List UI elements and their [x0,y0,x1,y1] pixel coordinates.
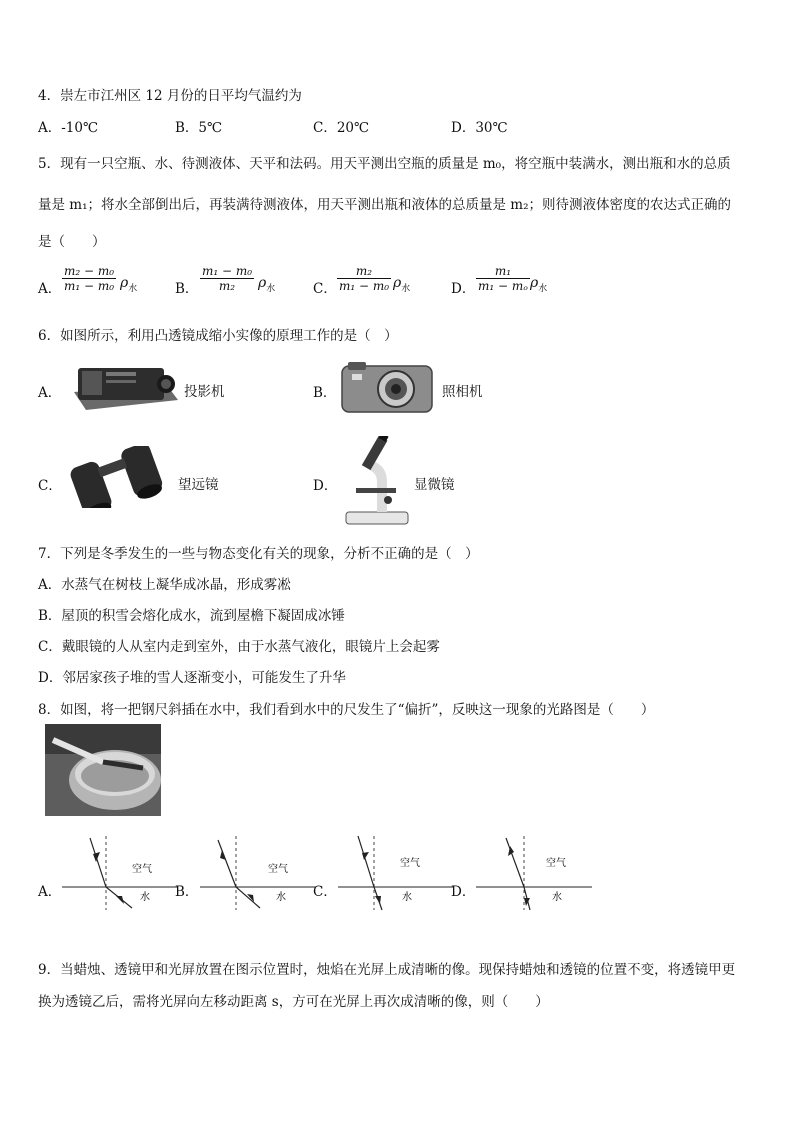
light-path-diagram-b [198,832,318,912]
q5-fraction-c-denominator: m₁ − m₀ [339,279,390,293]
q8-stem: 8．如图，将一把钢尺斜插在水中，我们看到水中的尺发生了“偏折”，反映这一现象的光路图是（ ） [38,702,655,718]
q5-fraction-c [337,264,391,293]
q8-label-a: A． [38,884,62,900]
q5-fraction-c-numerator: m₂ [337,264,391,279]
q7-option-c: C．戴眼镜的人从室内走到室外，由于水蒸气液化，眼镜片上会起雾 [38,639,440,655]
water-label: 水 [140,892,150,903]
q5-fraction-a [62,264,116,293]
q5-line-1: 5．现有一只空瓶、水、待测液体、天平和法码。用天平测出空瓶的质量是 m₀，将空瓶中装满水，测出瓶和水的总质 [38,156,731,172]
q6-stem: 6．如图所示，利用凸透镜成缩小实像的原理工作的是（ ） [38,328,398,344]
q6-label-b: B． [313,385,337,401]
q5-rho-d: $\rho_水$ [530,275,548,294]
light-path-diagram-a [60,832,180,912]
q5-label-b: B． [175,281,199,297]
q7-option-d: D．邻居家孩子堆的雪人逐渐变小，可能发生了升华 [38,670,346,686]
q5-fraction-b-denominator: m₂ [218,279,236,293]
q5-rho-a: $\rho_水$ [120,275,138,294]
q7-option-a: A．水蒸气在树枝上凝华成冰晶，形成雾凇 [38,577,291,593]
q5-label-a: A． [38,281,62,297]
q6-caption-c-text: 望远镜 [178,477,219,493]
q5-rho-c: $\rho_水$ [393,275,411,294]
q6-caption-d: 显微镜 [414,477,455,493]
q5-fraction-d-denominator: m₁ − mₒ [478,279,528,293]
light-path-diagram-c [336,832,456,912]
q6-caption-b: 照相机 [442,384,483,400]
q4-option-d: D．30℃ [451,120,508,136]
water-label: 水 [552,892,562,903]
q4-stem: 4．崇左市江州区 12 月份的日平均气温约为 [38,88,302,104]
q5-fraction-d [476,264,530,293]
air-label: 空气 [132,864,152,875]
q8-label-d: D． [451,884,476,900]
q5-rho-b: $\rho_水$ [258,275,276,294]
q9-line-1: 9．当蜡烛、透镜甲和光屏放置在图示位置时，烛焰在光屏上成清晰的像。现保持蜡烛和透镜的位置不变，将透镜甲更 [38,962,736,978]
q5-line-3: 是（ ） [38,234,106,250]
q4-option-c: C．20℃ [313,120,370,136]
q8-label-c: C． [313,884,337,900]
q5-label-c: C． [313,281,337,297]
air-label: 空气 [268,864,288,875]
q5-fraction-b-numerator: m₁ − m₀ [202,264,253,278]
q5-fraction-a-numerator: m₂ − m₀ [64,264,115,278]
projector-image [70,362,182,412]
q5-fraction-b [200,264,254,293]
q5-line-2: 量是 m₁；将水全部倒出后，再装满待测液体，用天平测出瓶和液体的总质量是 m₂；则待测液体密度的农达式正确的 [38,197,732,213]
water-label: 水 [276,892,286,903]
water-label: 水 [402,892,412,903]
light-path-diagram-d [474,832,594,912]
q6-label-a: A． [38,385,62,401]
q7-stem: 7．下列是冬季发生的一些与物态变化有关的现象，分析不正确的是（ ） [38,546,479,562]
q7-option-b: B．屋顶的积雪会熔化成水，流到屋檐下凝固成冰锤 [38,608,345,624]
q4-option-a: A．-10℃ [38,120,99,136]
ruler-in-water-photo [45,724,161,816]
q5-label-d: D． [451,281,476,297]
binoculars-image [66,446,178,508]
air-label: 空气 [400,858,420,869]
camera-image [338,358,438,416]
q9-line-2: 换为透镜乙后，需将光屏向左移动距离 s，方可在光屏上再次成清晰的像，则（ ） [38,994,549,1010]
q8-label-b: B． [175,884,199,900]
q6-label-c: C． [38,478,62,494]
air-label: 空气 [546,858,566,869]
q4-option-b: B．5℃ [175,120,223,136]
q6-label-d: D． [313,478,338,494]
q5-fraction-d-numerator: m₁ [476,264,530,279]
q5-fraction-a-denominator: m₁ − m₀ [64,279,115,293]
q6-caption-a: 投影机 [184,384,225,400]
microscope-image [338,436,414,528]
